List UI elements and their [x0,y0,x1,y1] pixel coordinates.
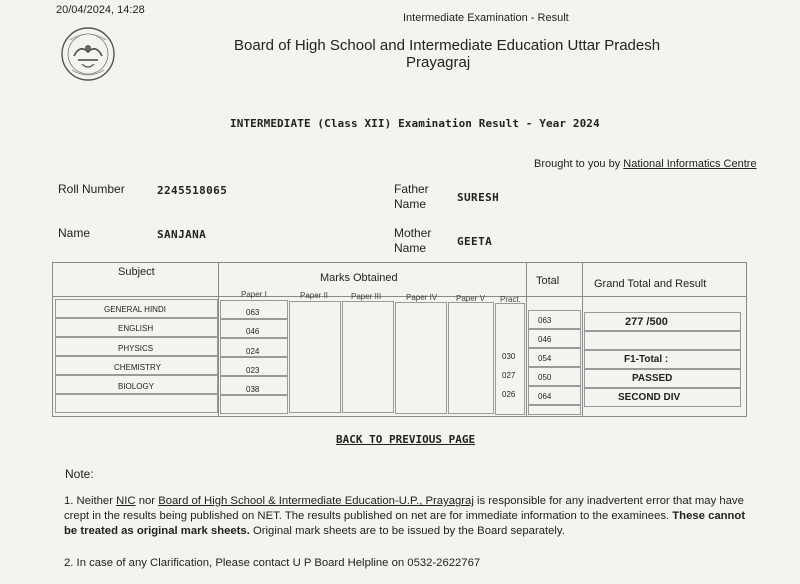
subject-name: BIOLOGY [118,382,155,391]
subject-name: GENERAL HINDI [104,305,166,314]
subject-total: 064 [538,392,552,401]
subject-name: ENGLISH [118,324,154,333]
subheader-paper-4: Paper IV [406,293,438,302]
paper-3-column [342,301,394,413]
header-total: Total [536,275,560,287]
subject-total: 054 [538,354,552,363]
note-1-part-c: is responsible for any inadvertent error that may have crept in the results being published on NET. The results published on net are for immediate information to the examinees. [64,495,744,522]
subject-col-divider [218,262,219,417]
roll-number-label: Roll Number [58,182,125,196]
mother-label-line2: Name [394,241,427,255]
note-1-part-a: 1. Neither [64,495,117,507]
practical-marks: 030 [502,352,516,361]
name-label: Name [58,226,91,240]
subheader-paper-3: Paper III [351,292,382,301]
marks-table [52,262,747,417]
nic-underlined: NIC [116,495,136,507]
subheader-paper-1: Paper I [241,290,267,299]
note-2: 2. In case of any Clarification, Please contact U P Board Helpline on 0532-2622767 [64,557,481,569]
subject-total: 050 [538,373,552,382]
total-cell [528,386,581,405]
subheader-practical: Pract. [500,295,521,304]
result-division: SECOND DIV [618,392,681,403]
paper1-marks: 023 [246,366,260,375]
total-cell [528,348,581,367]
note-label: Note: [65,467,94,481]
note-1 [64,494,754,539]
father-name-label [394,182,429,212]
note-1-warning: These cannot be treated as original mark sheets. [64,510,746,537]
subject-cell [55,394,218,413]
roll-number-value: 2245518065 [157,184,228,197]
practical-marks: 026 [502,390,516,399]
grand-cell [584,331,741,350]
print-timestamp: 20/04/2024, 14:28 [56,4,145,16]
paper1-marks: 063 [246,308,260,317]
father-label-line2: Name [394,197,427,211]
table-bottom-border [52,416,747,417]
total-cell [528,329,581,348]
name-value: SANJANA [157,228,207,241]
paper-5-column [448,302,494,414]
paper-2-column [289,301,341,413]
subject-total: 046 [538,335,552,344]
paper-cell [220,395,288,414]
table-right-border [746,262,747,417]
result-ftotal: F1-Total : [624,354,669,365]
nic-link[interactable]: National Informatics Centre [623,158,757,170]
mother-name-value: GEETA [457,235,493,248]
grand-col-divider [582,262,583,417]
board-heading [234,37,660,71]
father-name-value: SURESH [457,191,500,204]
subheader-paper-5: Paper V [456,294,485,303]
total-cell [528,405,581,415]
exam-title: INTERMEDIATE (Class XII) Examination Result - Year 2024 [230,117,600,130]
header-divider [52,296,747,297]
grand-total-value: 277 /500 [625,316,668,328]
header-subject: Subject [118,266,155,278]
board-name: Board of High School and Intermediate Education Uttar Pradesh [234,37,661,54]
subject-total: 063 [538,316,552,325]
mother-name-label [394,226,431,256]
table-left-border [52,262,53,417]
result-status: PASSED [632,373,673,384]
credit-prefix: Brought to you by [534,158,624,170]
header-marks-obtained: Marks Obtained [320,272,398,284]
up-emblem-icon [60,26,116,82]
note-1-part-d: Original mark sheets are to be issued by the Board separately. [249,525,565,537]
paper1-marks: 038 [246,385,260,394]
board-city: Prayagraj [406,54,471,71]
subheader-paper-2: Paper II [300,291,329,300]
subject-name: PHYSICS [118,344,154,353]
mother-label-line1: Mother [394,226,432,240]
note-1-part-b: nor [135,495,159,507]
header-grand-total: Grand Total and Result [594,278,707,290]
father-label-line1: Father [394,182,429,196]
paper-4-column [395,302,447,414]
back-to-previous-page-link[interactable]: BACK TO PREVIOUS PAGE [336,433,476,446]
print-page-title: Intermediate Examination - Result [403,12,569,24]
board-underlined: Board of High School & Intermediate Education-U.P., Prayagraj [158,495,474,507]
paper1-marks: 024 [246,347,260,356]
paper1-marks: 046 [246,327,260,336]
total-col-divider [526,262,527,417]
total-cell [528,310,581,329]
credit-line [534,158,757,170]
subject-name: CHEMISTRY [114,363,161,372]
table-top-border [52,262,747,263]
practical-marks: 027 [502,371,516,380]
total-cell [528,367,581,386]
